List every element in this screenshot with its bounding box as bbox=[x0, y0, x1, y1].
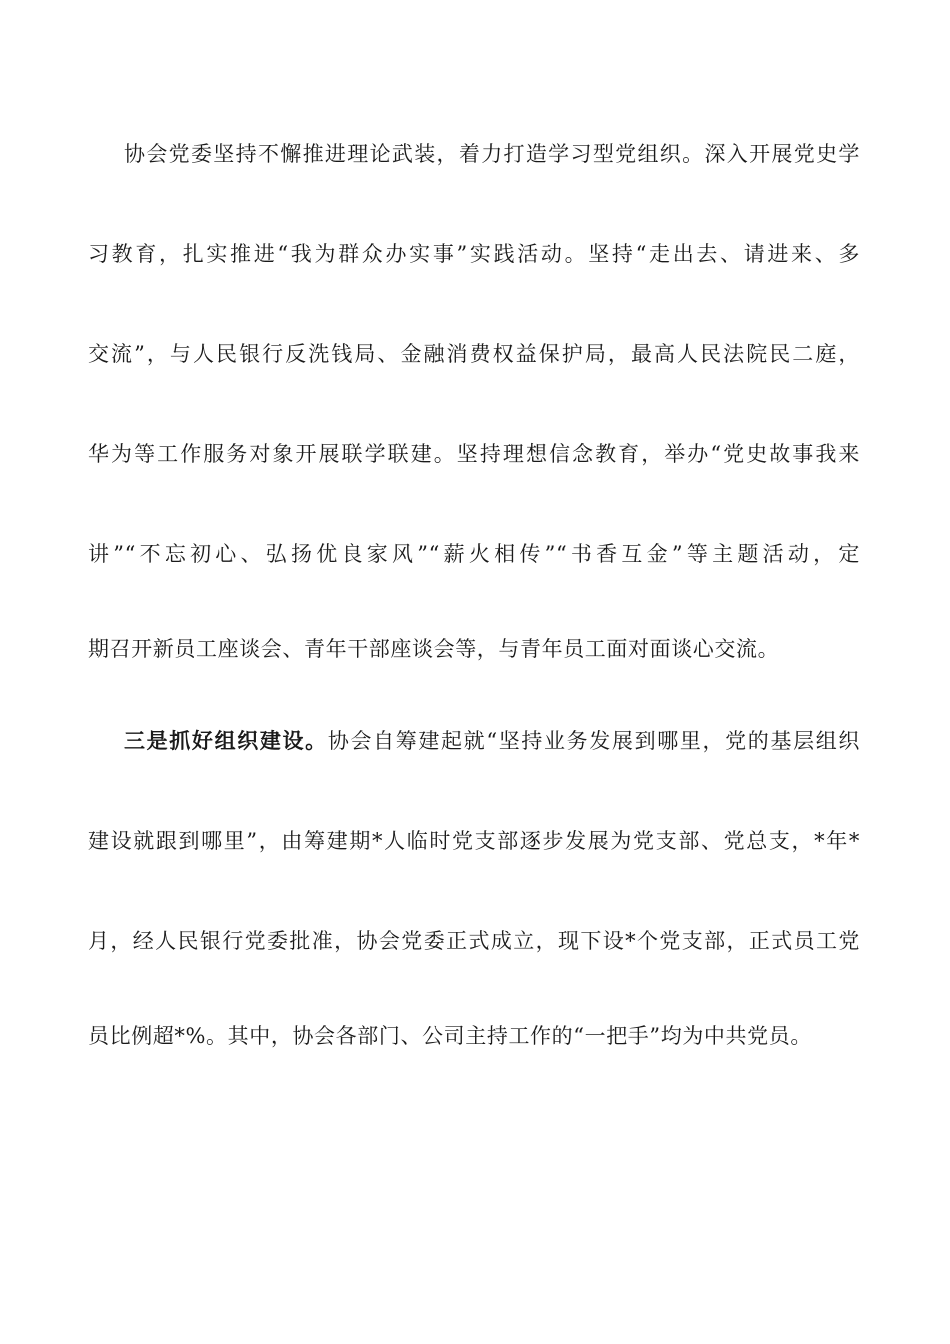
paragraph-1-line-3: 交流”，与人民银行反洗钱局、金融消费权益保护局，最高人民法院民二庭， bbox=[88, 342, 860, 366]
paragraph-2-line-2: 建设就跟到哪里”，由筹建期*人临时党支部逐步发展为党支部、党总支，*年* bbox=[88, 829, 860, 853]
section-heading: 三是抓好组织建设。 bbox=[124, 728, 328, 753]
paragraph-1-line-6: 期召开新员工座谈会、青年干部座谈会等，与青年员工面对面谈心交流。 bbox=[88, 637, 780, 661]
paragraph-2-line-1 bbox=[124, 726, 860, 756]
paragraph-2-line-1-text: 协会自筹建起就“坚持业务发展到哪里，党的基层组织 bbox=[327, 729, 860, 753]
paragraph-1-line-1: 协会党委坚持不懈推进理论武装，着力打造学习型党组织。深入开展党史学 bbox=[124, 142, 860, 166]
paragraph-2-line-3: 月，经人民银行党委批准，协会党委正式成立，现下设*个党支部，正式员工党 bbox=[88, 929, 860, 953]
paragraph-1-line-5: 讲”“不忘初心、弘扬优良家风”“薪火相传”“书香互金”等主题活动，定 bbox=[88, 542, 860, 566]
paragraph-1-line-4: 华为等工作服务对象开展联学联建。坚持理想信念教育，举办“党史故事我来 bbox=[88, 442, 860, 466]
paragraph-2-line-4: 员比例超*%。其中，协会各部门、公司主持工作的“一把手”均为中共党员。 bbox=[88, 1024, 812, 1048]
paragraph-1-line-2: 习教育，扎实推进“我为群众办实事”实践活动。坚持“走出去、请进来、多 bbox=[88, 242, 860, 266]
